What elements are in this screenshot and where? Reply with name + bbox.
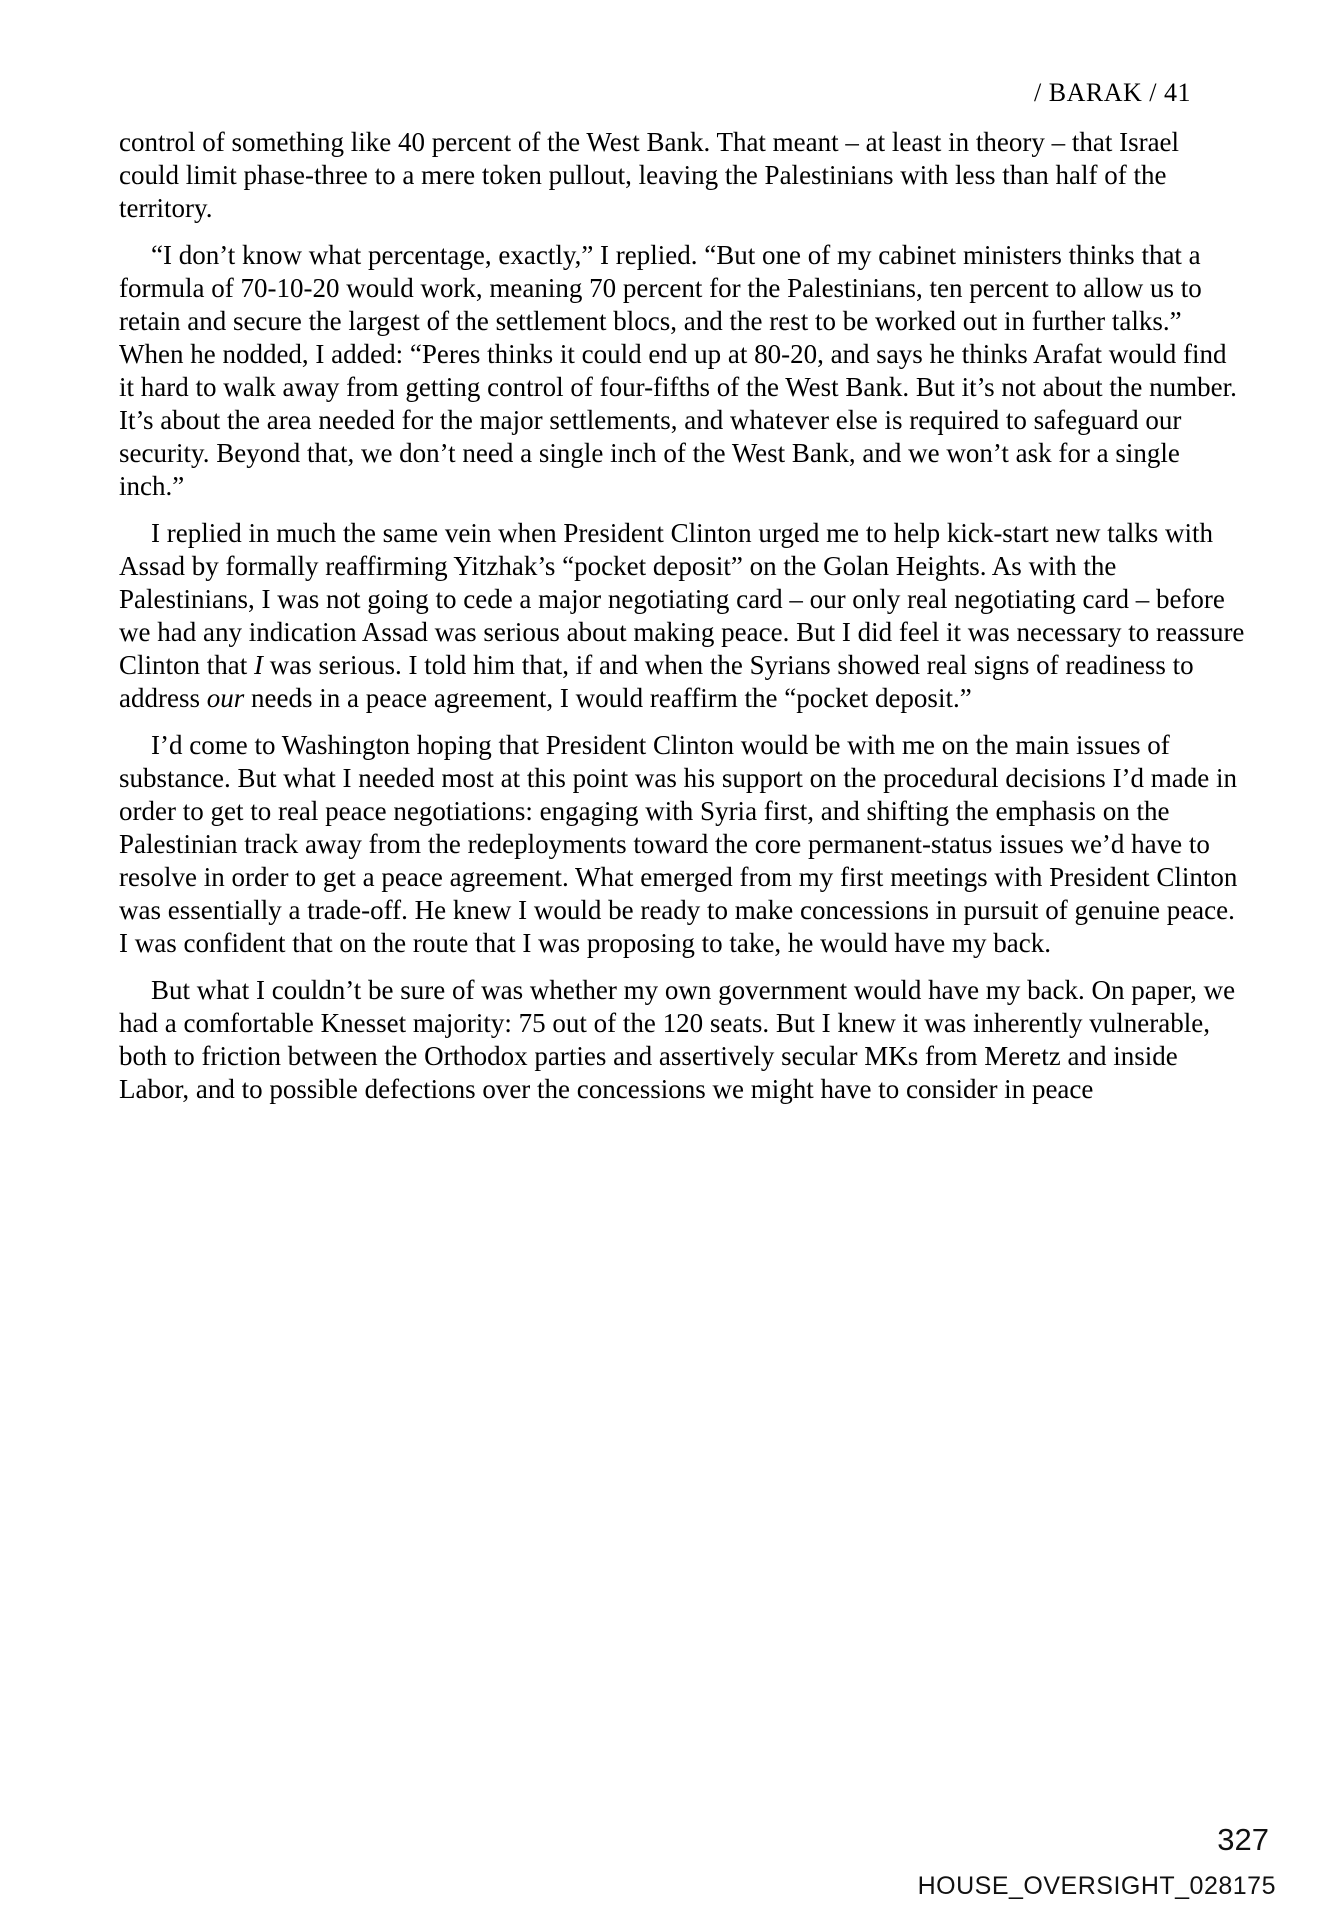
text-run: I replied in much the same vein when President Clinton urged me to help kick-start new talks with Assad by formally reaffirming Yitzhak’s “pocket deposit” on the Golan Heights. As with the Palestinians, I was not going to cede a major negotiating card – our only real negotiating card – before we had any indication Assad was serious about making peace. But I did feel it was necessary to reassure Clinton that	[119, 518, 1245, 680]
text-run: But what I couldn’t be sure of was whether my own government would have my back. On paper, we had a comfortable Knesset majority: 75 out of the 120 seats. But I knew it was inherently vulnerable, both to friction between the Orthodox parties and assertively secular MKs from Meretz and inside Labor, and to possible defections over the concessions we might have to consider in peace	[119, 975, 1236, 1104]
paragraph	[119, 974, 1245, 1106]
italic-text-run: our	[206, 683, 245, 713]
bates-stamp: HOUSE_OVERSIGHT_028175	[917, 1872, 1276, 1900]
paragraph	[119, 239, 1245, 503]
page-body	[119, 126, 1245, 1120]
paragraph	[119, 517, 1245, 715]
text-run: was serious. I told him that, if and when the Syrians showed real signs of readiness to address	[119, 650, 1194, 713]
italic-text-run: I	[254, 650, 263, 680]
text-run: I’d come to Washington hoping that President Clinton would be with me on the main issues of substance. But what I needed most at this point was his support on the procedural decisions I’d made in order to get to real peace negotiations: engaging with Syria first, and shifting the emphasis on the Palestinian track away from the redeployments toward the core permanent-status issues we’d have to resolve in order to get a peace agreement. What emerged from my first meetings with President Clinton was essentially a trade-off. He knew I would be ready to make concessions in pursuit of genuine peace. I was confident that on the route that I was proposing to take, he would have my back.	[119, 730, 1238, 958]
text-run: control of something like 40 percent of the West Bank. That meant – at least in theory – that Israel could limit phase-three to a mere token pullout, leaving the Palestinians with less than half of the territory.	[119, 127, 1180, 223]
running-header: / BARAK / 41	[1034, 78, 1191, 107]
paragraph	[119, 126, 1245, 225]
paragraph	[119, 729, 1245, 960]
page-number: 327	[1217, 1822, 1269, 1857]
text-run: needs in a peace agreement, I would reaffirm the “pocket deposit.”	[244, 683, 972, 713]
text-run: “I don’t know what percentage, exactly,” I replied. “But one of my cabinet ministers thinks that a formula of 70-10-20 would work, meaning 70 percent for the Palestinians, ten percent to allow us to retain and secure the largest of the settlement blocs, and the rest to be worked out in further talks.” When he nodded, I added: “Peres thinks it could end up at 80-20, and says he thinks Arafat would find it hard to walk away from getting control of four-fifths of the West Bank. But it’s not about the number. It’s about the area needed for the major settlements, and whatever else is required to safeguard our security. Beyond that, we don’t need a single inch of the West Bank, and we won’t ask for a single inch.”	[119, 240, 1237, 501]
